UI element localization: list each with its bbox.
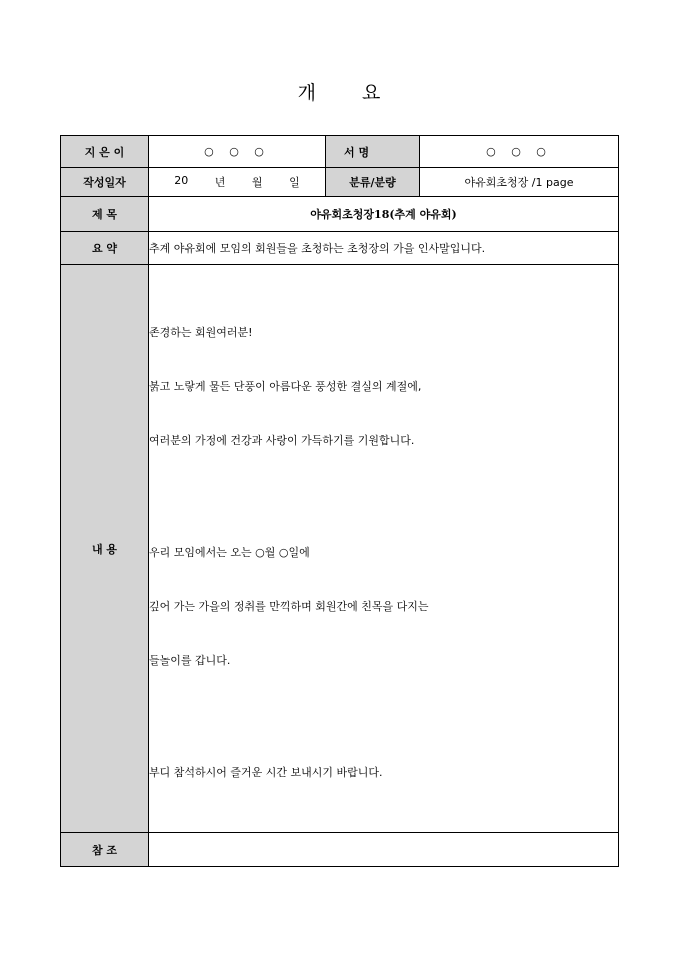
content-line-7: 부디 참석하시어 즐거운 시간 보내시기 바랍니다. <box>149 765 383 779</box>
content-line-1: 존경하는 회원여러분! <box>149 325 253 339</box>
category-value: 야유회초청장 /1 page <box>420 168 619 197</box>
row-subject <box>61 197 619 232</box>
row-summary <box>61 232 619 265</box>
reference-label: 참 조 <box>61 833 149 867</box>
author-label: 지 은 이 <box>61 136 149 168</box>
content-value <box>149 265 619 833</box>
content-label: 내 용 <box>61 265 149 833</box>
content-line-6: 들놀이를 갑니다. <box>149 653 231 667</box>
subject-label: 제 목 <box>61 197 149 232</box>
date-day-unit: 일 <box>289 176 300 189</box>
reference-value <box>149 833 619 867</box>
summary-value: 추계 야유회에 모임의 회원들을 초청하는 초청장의 가을 인사말입니다. <box>149 232 619 265</box>
summary-label: 요 약 <box>61 232 149 265</box>
content-line-3: 여러분의 가정에 건강과 사랑이 가득하기를 기원합니다. <box>149 433 415 447</box>
content-line-4: 우리 모임에서는 오는 ○월 ○일에 <box>149 545 310 559</box>
signature-label <box>326 136 420 168</box>
row-date <box>61 168 619 197</box>
date-month-unit: 월 <box>251 176 263 189</box>
page-title-char-2: 요 <box>362 82 383 104</box>
content-line-2: 붉고 노랗게 물든 단풍이 아름다운 풍성한 결실의 계절에, <box>149 379 422 393</box>
author-value: ○ ○ ○ <box>149 136 326 168</box>
date-year-unit: 년 <box>214 176 226 189</box>
row-reference <box>61 833 619 867</box>
content-line-5: 깊어 가는 가을의 정취를 만끽하며 회원간에 친목을 다지는 <box>149 599 429 613</box>
page-title-char-1: 개 <box>297 82 318 104</box>
document-form <box>60 135 619 867</box>
date-year: 20 <box>174 174 189 187</box>
date-value <box>149 168 326 197</box>
row-author <box>61 136 619 168</box>
row-content <box>61 265 619 833</box>
category-label: 분류/분량 <box>326 168 420 197</box>
date-label: 작성일자 <box>61 168 149 197</box>
signature-value: ○ ○ ○ <box>420 136 619 168</box>
subject-value: 야유회초청장18(추계 야유회) <box>149 197 619 232</box>
signature-label-text: 서 명 <box>344 145 370 159</box>
page-title <box>0 78 680 105</box>
